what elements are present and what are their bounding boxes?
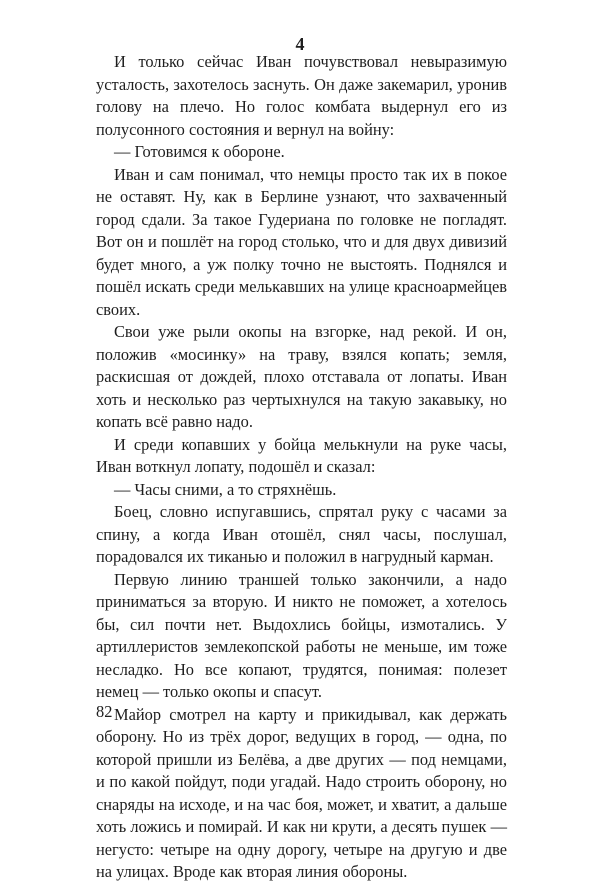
paragraph: И только сейчас Иван почувствовал невыразимую усталость, захотелось заснуть. Он даже закемарил, уронив голову на плечо. Но голос комбата выдернул его из полусонного состояния и вернул на войну: [96,52,507,139]
paragraph: Майор смотрел на карту и прикидывал, как держать оборону. Но из трёх дорог, ведущих в город, — одна, по которой пришли из Белёва, а две других — под немцами, и по какой пойдут, поди угадай. Надо строить оборону, но снаряды на исходе, и на час боя, может, и хватит, а дальше хоть ложись и помирай. И как ни крути, а десять пушек — негусто: четыре на одну дорогу, четыре на другую и две на улицах. Вроде как вторая линия обороны. [96,704,507,881]
paragraph: — Готовимся к обороне. [114,142,285,161]
paragraph: Иван и сам понимал, что немцы просто так их в покое не оставят. Ну, как в Берлине узнают, что захваченный город сдали. За такое Гудериана по головке не погладят. Вот он и пошлёт на город столько, что и для двух дивизий будет много, а уж полку точно не выстоять. Поднялся и пошёл искать среди мелькавших на улице красноармейцев своих. [96,164,507,319]
text-body [96,51,507,884]
paragraph: Боец, словно испугавшись, спрятал руку с часами за спину, а когда Иван отошёл, снял часы, послушал, порадовался их тиканью и положил в нагрудный карман. [96,502,507,566]
paragraph: Свои уже рыли окопы на взгорке, над рекой. И он, положив «мосинку» на траву, взялся копать; земля, раскисшая от дождей, плохо отставала от лопаты. Иван хоть и несколько раз чертыхнулся на такую закавыку, но копать всё равно надо. [96,322,507,431]
paragraph: — Часы сними, а то стряхнёшь. [114,479,337,499]
chapter-number: 4 [295,34,305,54]
paragraph: Первую линию траншей только закончили, а надо приниматься за вторую. И никто не поможет, а хотелось бы, сил почти нет. Выдохлись бойцы, измотались. У артиллеристов землекопской работы не меньше, им тоже несладко. Но все копают, трудятся, понимая: полезет немец — только окопы и спасут. [96,569,507,701]
paragraph: И среди копавших у бойца мелькнули на руке часы, Иван воткнул лопату, подошёл и сказал: [96,434,507,476]
page-number: 82 [96,702,113,721]
